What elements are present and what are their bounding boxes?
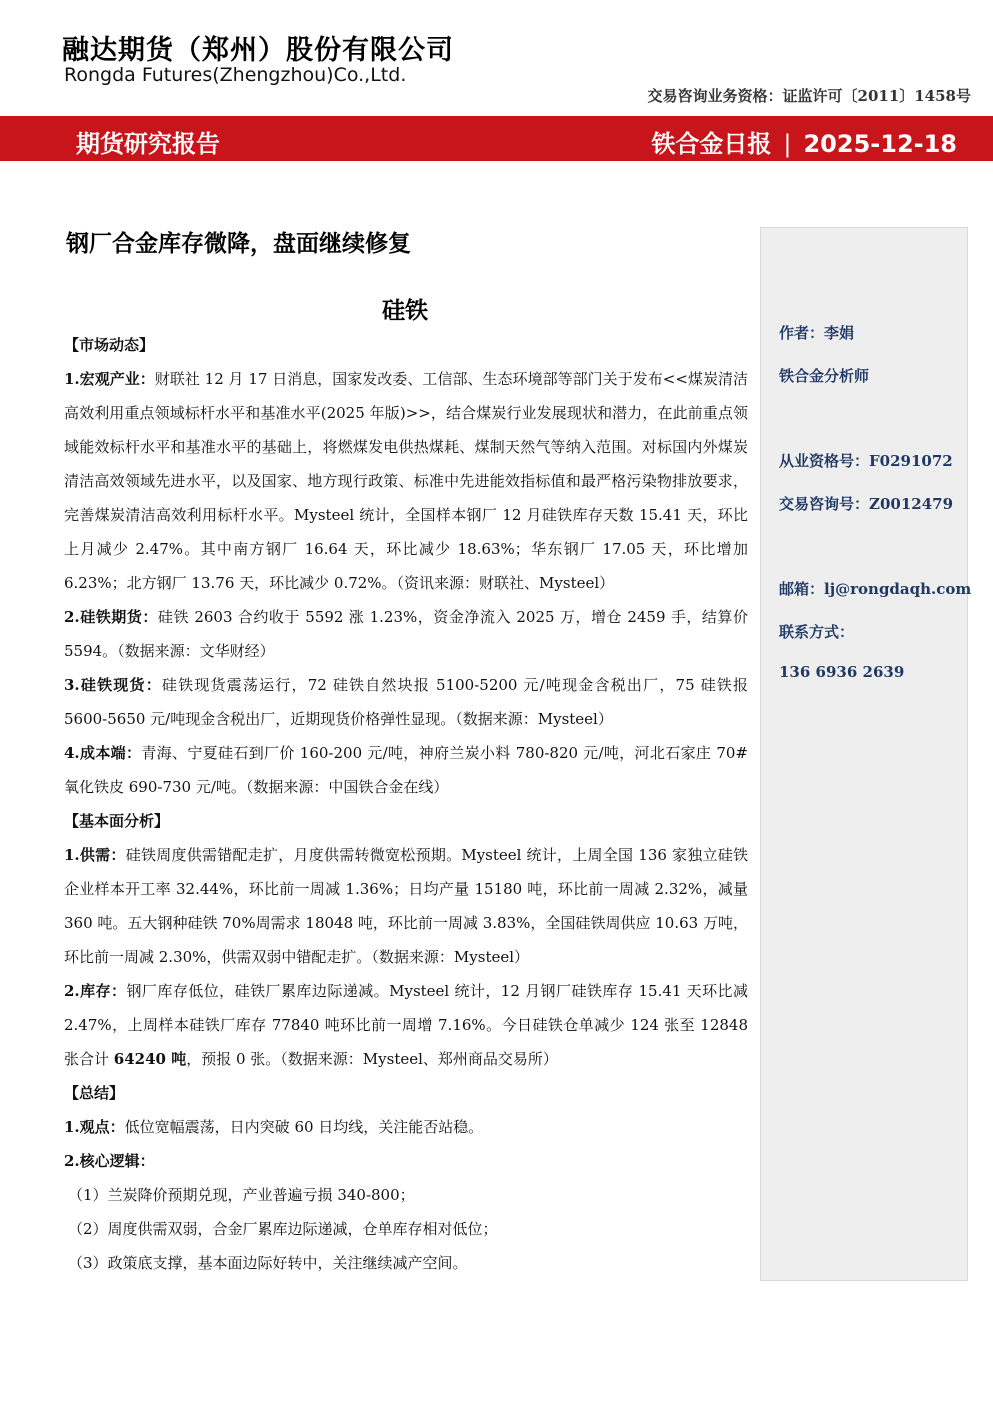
paragraph-label: 3.硅铁现货： — [64, 676, 162, 694]
paragraph-label: 1.供需： — [64, 846, 126, 864]
paragraph-text: 硅铁现货震荡运行，72 硅铁自然块报 5100-5200 元/吨现金含税出厂，75 硅铁报 5600-5650 元/吨现金含税出厂，近期现货价格弹性显现。（数据来源：Mysteel） — [64, 676, 749, 728]
paragraph-inventory — [64, 974, 748, 1076]
report-date: 2025-12-18 — [803, 130, 957, 158]
license-number: 交易咨询业务资格：证监许可〔2011〕1458号 — [647, 87, 971, 105]
section-title-fundamentals: 【基本面分析】 — [64, 812, 170, 830]
paragraph-macro — [64, 362, 748, 600]
report-banner — [0, 116, 993, 161]
paragraph-label: 2.核心逻辑： — [64, 1152, 155, 1170]
paragraph-view — [64, 1110, 748, 1144]
contact-label: 联系方式： — [779, 623, 855, 641]
company-name-cn: 融达期货（郑州）股份有限公司 — [62, 35, 454, 66]
paragraph-label: 4.成本端： — [64, 744, 142, 762]
logic-item: （3）政策底支撑，基本面边际好转中，关注继续减产空间。 — [68, 1254, 468, 1272]
section-title-summary: 【总结】 — [64, 1084, 125, 1102]
paragraph-text: 低位宽幅震荡，日内突破 60 日均线，关注能否站稳。 — [124, 1118, 484, 1136]
contact-phone: 136 6936 2639 — [779, 663, 905, 681]
commodity-title: 硅铁 — [382, 298, 428, 324]
logic-item: （1）兰炭降价预期兑现，产业普遍亏损 340-800； — [68, 1186, 415, 1204]
paragraph-text: 钢厂库存低位，硅铁厂累库边际递减。Mysteel 统计，12 月钢厂硅铁库存 15.41 天环比减 2.47%，上周样本硅铁厂库存 77840 吨环比前一周增 7.16%。今日硅铁仓单减少 124 张至 12848 张合计 — [64, 982, 748, 1068]
paragraph-text: 硅铁 2603 合约收于 5592 涨 1.23%，资金净流入 2025 万，增仓 2459 手，结算价 5594。（数据来源：文华财经） — [64, 608, 748, 660]
author-email: 邮箱：lj@rongdaqh.com — [779, 580, 972, 598]
paragraph-label: 2.硅铁期货： — [64, 608, 158, 626]
qualification-number: 从业资格号：F0291072 — [779, 452, 953, 470]
report-body — [64, 328, 748, 1280]
paragraph-text: ，预报 0 张。（数据来源：Mysteel、郑州商品交易所） — [186, 1050, 558, 1068]
company-name-en: Rongda Futures(Zhengzhou)Co.,Ltd. — [64, 64, 407, 86]
author-sidebar — [760, 227, 972, 1281]
paragraph-label: 2.库存： — [64, 982, 127, 1000]
report-name-date — [651, 124, 957, 159]
paragraph-futures — [64, 600, 748, 668]
consult-number: 交易咨询号：Z0012479 — [779, 495, 954, 513]
paragraph-text: 硅铁周度供需错配走扩，月度供需转微宽松预期。Mysteel 统计，上周全国 136 家独立硅铁企业样本开工率 32.44%，环比前一周减 1.36%；日均产量 15180 吨，环比前一周减 2.32%，减量 360 吨。五大钢种硅铁 70%周需求 18048 吨，环比前一周减 3.83%，全国硅铁周供应 10.63 万吨，环比前一周减 2.30%，供需双弱中错配走扩。（数据来源：Mysteel） — [64, 846, 748, 966]
paragraph-text: 财联社 12 月 17 日消息，国家发改委、工信部、生态环境部等部门关于发布<<煤炭清洁高效利用重点领域标杆水平和基准水平(2025 年版)>>，结合煤炭行业发展现状和潜力，在此前重点领域能效标杆水平和基准水平的基础上，将燃煤发电供热煤耗、煤制天然气等纳入范围。对标国内外煤炭清洁高效领域先进水平，以及国家、地方现行政策、标准中先进能效指标值和最严格污染物排放要求，完善煤炭清洁高效利用标杆水平。Mysteel 统计，全国样本钢厂 12 月硅铁库存天数 15.41 天，环比上月减少 2.47%。其中南方钢厂 16.64 天，环比减少 18.63%；华东钢厂 17.05 天，环比增加 6.23%；北方钢厂 13.76 天，环比减少 0.72%。（资讯来源：财联社、Mysteel） — [64, 370, 748, 592]
section-title-market: 【市场动态】 — [64, 336, 155, 354]
paragraph-logic-label — [64, 1144, 748, 1178]
logic-item: （2）周度供需双弱，合金厂累库边际递减，仓单库存相对低位； — [68, 1220, 498, 1238]
author-role: 铁合金分析师 — [779, 367, 870, 385]
paragraph-cost — [64, 736, 748, 804]
report-type: 期货研究报告 — [76, 130, 220, 158]
report-name: 铁合金日报 — [651, 130, 772, 158]
paragraph-label: 1.宏观产业： — [64, 370, 155, 388]
warehouse-total: 64240 吨 — [113, 1050, 187, 1068]
headline: 钢厂合金库存微降，盘面继续修复 — [66, 231, 411, 257]
paragraph-spot — [64, 668, 748, 736]
author-name: 作者：李娟 — [779, 324, 855, 342]
paragraph-supply-demand — [64, 838, 748, 974]
paragraph-text: 青海、宁夏硅石到厂价 160-200 元/吨，神府兰炭小料 780-820 元/吨，河北石家庄 70#氧化铁皮 690-730 元/吨。（数据来源：中国铁合金在线） — [64, 744, 748, 796]
paragraph-label: 1.观点： — [64, 1118, 125, 1136]
banner-separator: | — [783, 130, 792, 158]
